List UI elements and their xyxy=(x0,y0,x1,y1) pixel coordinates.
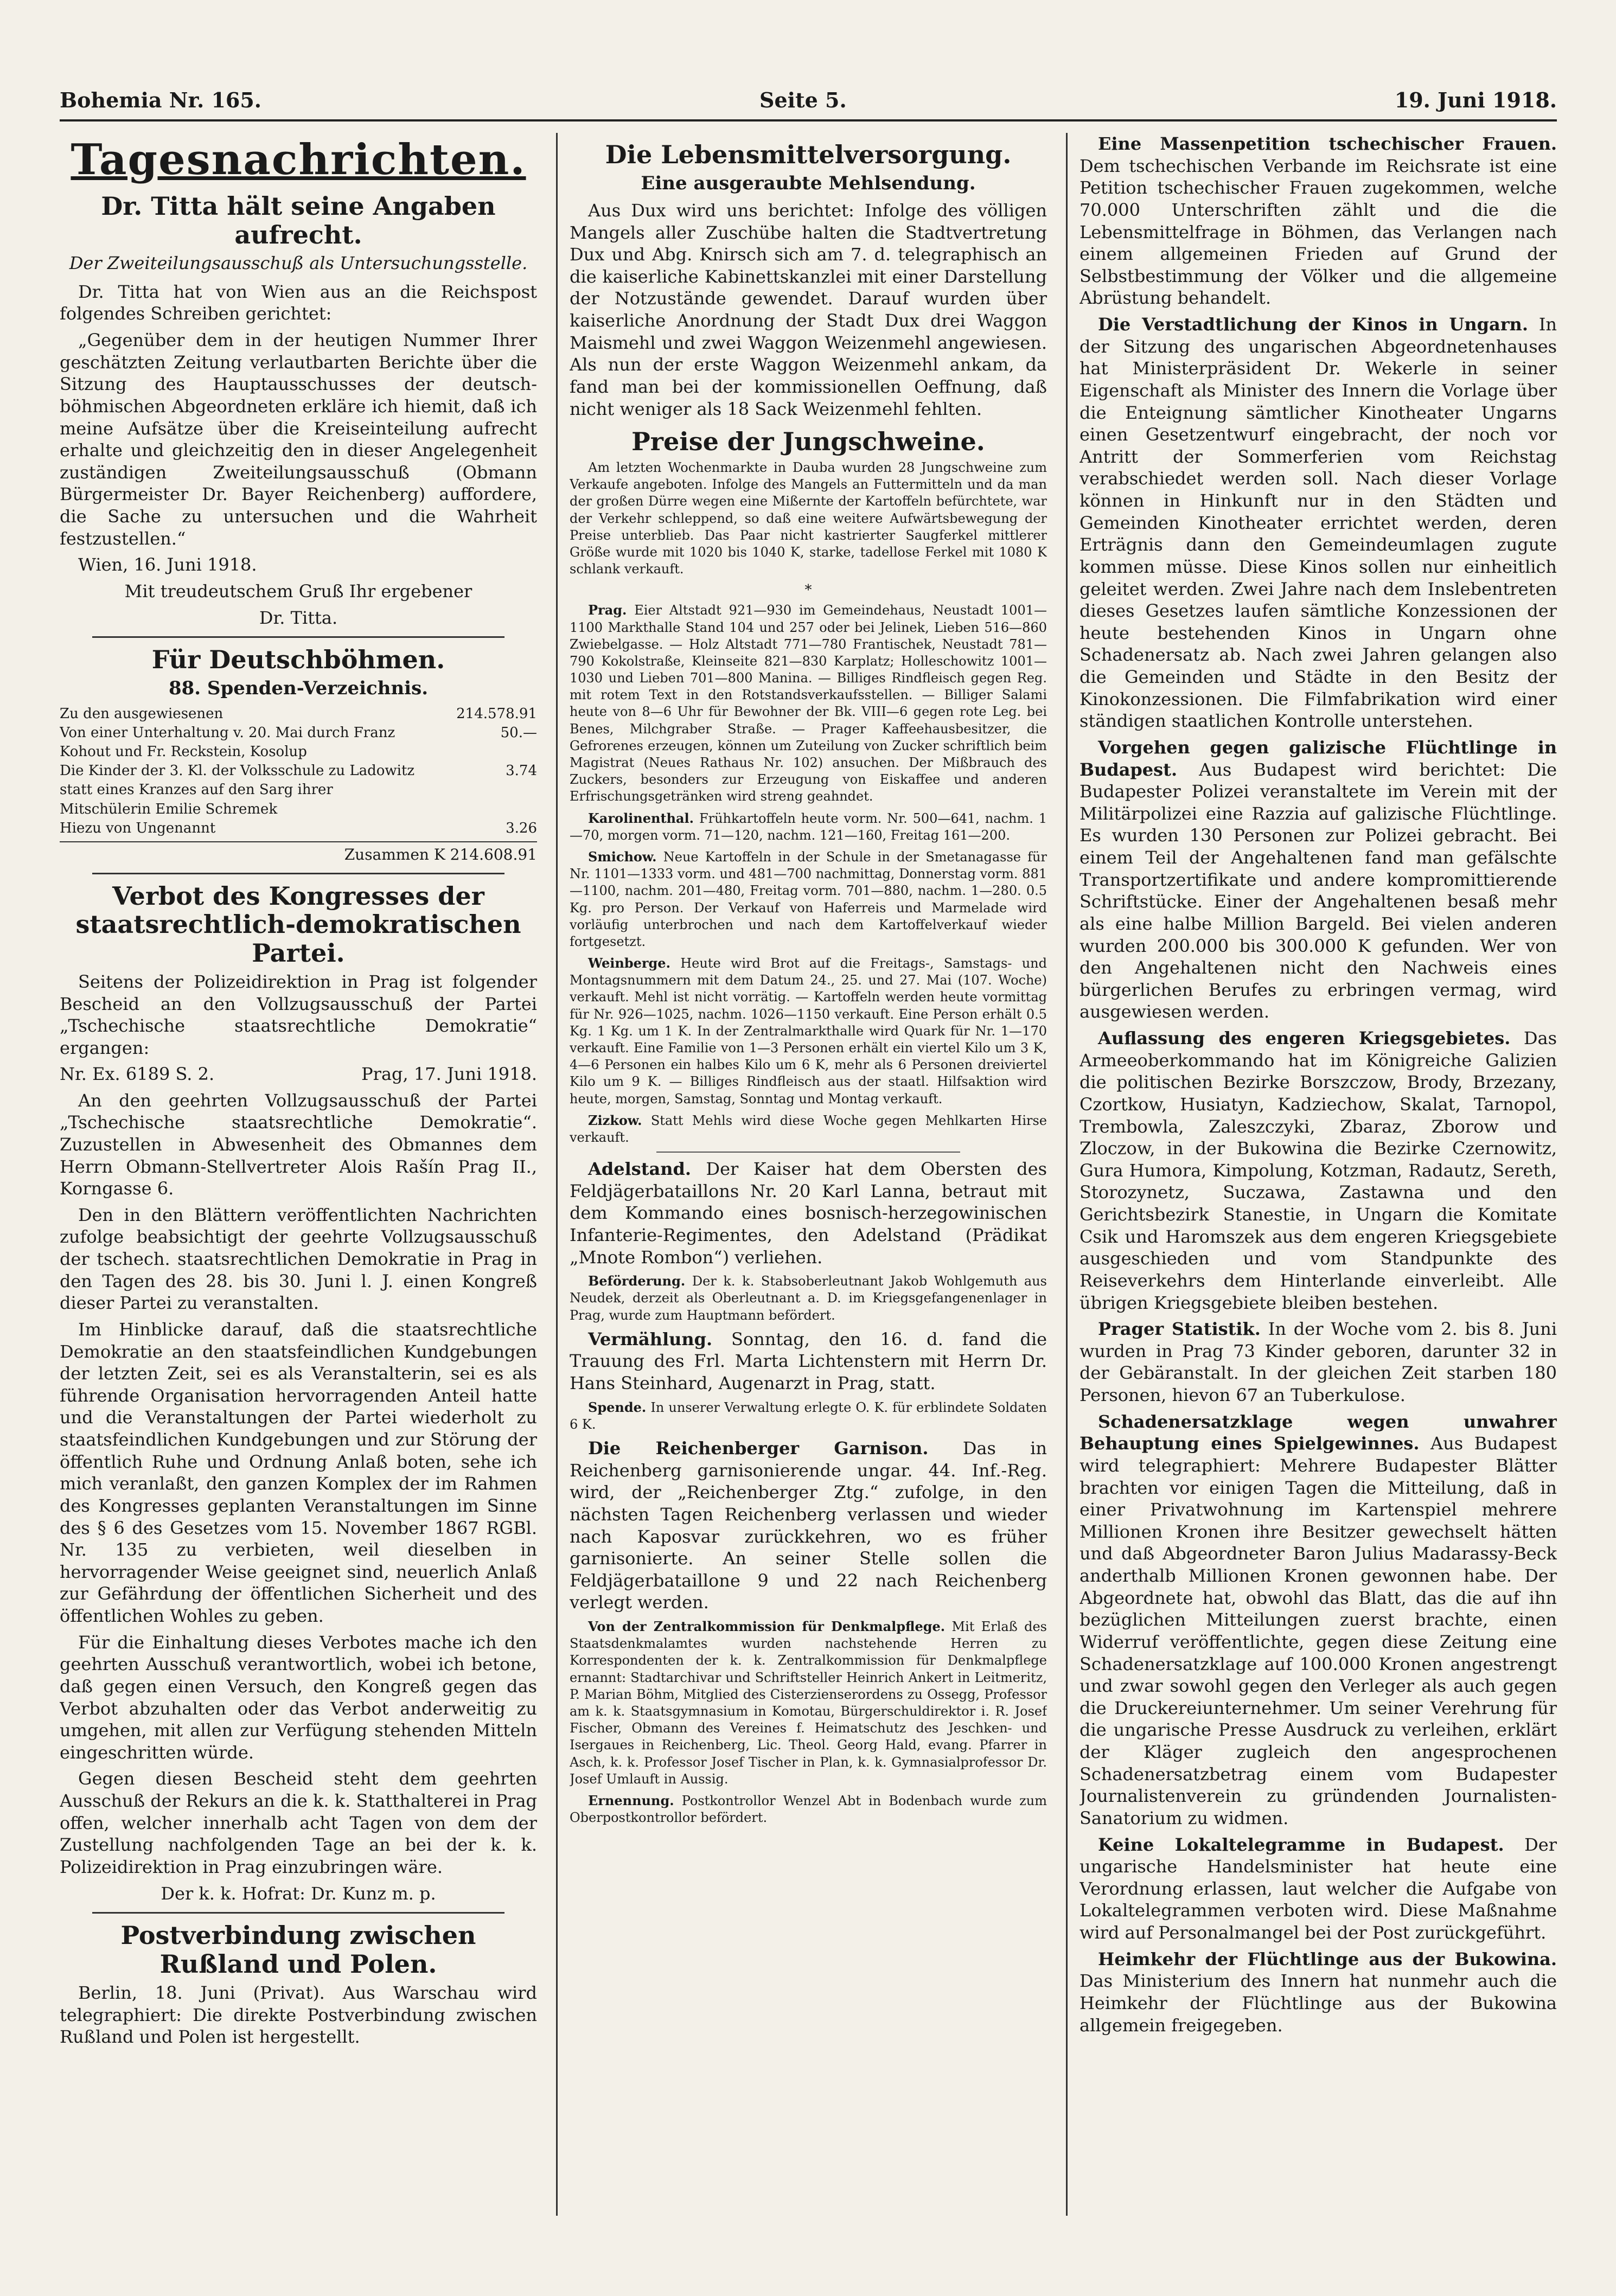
list-item xyxy=(60,705,537,724)
paragraph: Dr. Titta hat von Wien aus an die Reichspost folgendes Schreiben gerichtet: xyxy=(60,281,537,324)
item-text: Das Armeeoberkommando hat im Königreiche Galizien die politischen Bezirke Borszczow, Brody, Brzezany, Czortkow, Husiatyn, Kadziechow, Skalat, Tarnopol, Trembowla, Zaleszczyki, Zbaraz, Zborow und Zloczow, in der Bukowina die Bezirke Czernowitz, Gura Humora, Kimpolung, Kotzman, Radautz, Sereth, Storozynetz, Suczawa, Zastawna und den Gerichtsbezirk Stanestie, in Ungarn die Komitate Csik und Haromszek aus dem engeren Kriegsgebiete ausgeschieden und vom Standpunkte des Reiseverkehrs dem Hinterlande einverleibt. Alle übrigen Kriegsgebiete bleiben bestehen. xyxy=(1080,1028,1557,1313)
news-item xyxy=(570,1272,1047,1324)
article-subhead: 88. Spenden-Verzeichnis. xyxy=(168,677,429,700)
paragraph: Am letzten Wochenmarkte in Dauba wurden 28 Jungschweine zum Verkaufe angeboten. Infolge des Mangels an Futtermitteln und da man der großen Dürre wegen eine Mißernte der Kartoffeln befürchtete, war der Verkehr schleppend, so daß eine weitere Aufwärtsbewegung der Preise unterblieb. Das Paar nicht kastrierter Saugferkel mittlerer Größe wurde mit 1020 bis 1040 K, starke, tadellose Ferkel mit 1080 K schlank verkauft. xyxy=(570,460,1047,577)
item-text: Das Ministerium des Innern hat nunmehr auch die Heimkehr der Flüchtlinge aus der Bukowina allgemein freigegeben. xyxy=(1080,1971,1557,2036)
notice-text: Frühkartoffeln heute vorm. Nr. 500—641, nachm. 1—70, morgen vorm. 71—120, nachm. 121—160, Freitag 161—200. xyxy=(570,810,1047,843)
item-text: Die Kinder der 3. Kl. der Volksschule zu Ladowitz statt eines Kranzes auf den Sarg ihrer Mitschülerin Emilie Schremek xyxy=(60,763,415,817)
news-item xyxy=(1080,737,1557,1023)
item-value: 214.578.91 xyxy=(456,706,537,722)
donation-list xyxy=(60,705,537,865)
keyword: Keine Lokaltelegramme in Budapest. xyxy=(1098,1834,1504,1855)
paragraph: Für die Einhaltung dieses Verbotes mache ich den geehrten Ausschuß verantwortlich, wobei ich betone, daß gegen einen Versuch, den Kongreß gegen das Verbot abzuhalten oder das Verbot anderweitig zu umgehen, mit allen zur Verfügung stehenden Mitteln eingeschritten würde. xyxy=(60,1632,537,1763)
notice-text: Statt Mehls wird diese Woche gegen Mehlkarten Hirse verkauft. xyxy=(570,1112,1047,1145)
paragraph: Gegen diesen Bescheid steht dem geehrten Ausschuß der Rekurs an die k. k. Statthalterei in Prag offen, welcher innerhalb acht Tagen von dem der Zustellung nachfolgenden Tage an bei der k. k. Polizeidirektion in Prag einzubringen wäre. xyxy=(60,1768,537,1877)
keyword: Eine Massenpetition tschechischer Frauen. xyxy=(1098,133,1557,154)
item-text: Von einer Unterhaltung v. 20. Mai durch Franz Kohout und Fr. Reckstein, Kosolup xyxy=(60,725,395,760)
market-notice xyxy=(570,810,1047,844)
article-headline: Postverbindung zwischen Rußland und Polen. xyxy=(120,1921,476,1979)
masthead-issue: Bohemia Nr. 165. xyxy=(60,88,262,112)
item-text: In unserer Verwaltung erlegte O. K. für erblindete Soldaten 6 K. xyxy=(570,1399,1047,1432)
divider xyxy=(92,873,504,874)
news-item xyxy=(1080,1411,1557,1830)
list-item xyxy=(60,724,537,762)
market-notice xyxy=(570,955,1047,1108)
column-3 xyxy=(1080,133,1557,2216)
keyword: Ernennung. xyxy=(588,1792,674,1808)
masthead-page-number: Seite 5. xyxy=(759,88,847,112)
item-text: Postkontrollor Wenzel Abt in Bodenbach wurde zum Oberpostkontrollor befördert. xyxy=(570,1793,1047,1826)
keyword: Von der Zentralkommission für Denkmalpflege. xyxy=(588,1619,946,1635)
signature: Der k. k. Hofrat: Dr. Kunz m. p. xyxy=(161,1883,436,1904)
keyword: Auflassung des engeren Kriegsgebietes. xyxy=(1098,1028,1511,1048)
reference-date: Prag, 17. Juni 1918. xyxy=(361,1063,537,1084)
article-headline: Dr. Titta hält seine Angaben aufrecht. xyxy=(101,191,496,250)
closing: Mit treudeutschem Gruß Ihr ergebener xyxy=(124,580,472,602)
item-text: Mit Erlaß des Staatsdenkmalamtes wurden nachstehende Herren zu Korrespondenten der k. k. Zentralkommission für Denkmalpflege ernannt: Stadtarchivar und Schriftsteller Heinrich Ankert in Leitmeritz, P. Marian Böhm, Mitglied des Cisterzienserordens zu Ossegg, Professor am k. k. Staatsgymnasium in Komotau, Bürgerschuldirektor i. R. Josef Fischer, Obmann des Vereines f. Heimatschutz des Jeschken- und Isergaues in Reichenberg, Lic. Theol. Georg Hald, evang. Pfarrer in Asch, k. k. Professor Josef Tischer in Plan, k. k. Gymnasialprofessor Dr. Josef Umlauft in Aussig. xyxy=(570,1619,1047,1787)
news-item xyxy=(1080,1834,1557,1944)
item-text: Zu den ausgewiesenen xyxy=(60,706,223,722)
item-text: Der ungarische Handelsminister hat heute eine Verordnung erlassen, laut welcher die Aufgabe von Lokaltelegrammen verboten wird. Diese Maßnahme wird auf Personalmangel bei der Post zurückgeführt. xyxy=(1080,1834,1557,1943)
paragraph: „Gegenüber dem in der heutigen Nummer Ihrer geschätzten Zeitung verlautbarten Berichte über die Sitzung des Hauptausschusses der deutsch-böhmischen Abgeordneten erkläre ich hiemit, daß ich meine Aufsätze über die Kreiseinteilung aufrecht erhalte und gleichzeitig den in dieser Angelegenheit zuständigen Zweiteilungsausschuß (Obmann Bürgermeister Dr. Bayer Reichenberg) auffordere, die Sache zu untersuchen und die Wahrheit festzustellen.“ xyxy=(60,330,537,549)
article-headline: Die Lebensmittelversorgung. xyxy=(605,140,1012,169)
reference-line xyxy=(60,1064,537,1084)
keyword: Smichow. xyxy=(588,848,657,865)
keyword: Die Reichenberger Garnison. xyxy=(588,1438,929,1459)
keyword: Schadenersatzklage wegen unwahrer Behauptung eines Spielgewinnes. xyxy=(1080,1411,1557,1454)
market-notice xyxy=(570,602,1047,805)
keyword: Prag. xyxy=(588,602,627,618)
column-rule xyxy=(556,133,558,2216)
item-text: Hiezu von Ungenannt xyxy=(60,820,216,836)
signature: Dr. Titta. xyxy=(259,607,338,628)
item-text: Sonntag, den 16. d. fand die Trauung des Frl. Marta Lichtenstern mit Herrn Dr. Hans Steinhard, Augenarzt in Prag, statt. xyxy=(570,1328,1047,1394)
column-2 xyxy=(570,133,1047,2216)
keyword: Vermählung. xyxy=(588,1328,713,1350)
news-item xyxy=(570,1792,1047,1826)
keyword: Vorgehen gegen galizische Flüchtlinge in Budapest. xyxy=(1080,737,1557,780)
keyword: Beförderung. xyxy=(588,1273,686,1289)
item-text: Aus Budapest wird berichtet: Die Budapester Polizei veranstaltete im Verein mit der Militärpolizei eine Razzia auf galizische Flüchtlinge. Es wurden 130 Personen zur Polizei gebracht. Bei einem Teil der Angehaltenen fand man gefälschte Transportzertifikate und andere kompromittierende Schriftstücke. Einer der Angehaltenen besaß mehr als eine halbe Million Bargeld. Bei vielen anderen wurden 200.000 bis 300.000 K gefunden. Wer von den Angehaltenen nicht den Nachweis eines bürgerlichen Berufes zu erbringen vermag, wird ausgewiesen werden. xyxy=(1080,759,1557,1022)
divider xyxy=(656,1152,960,1153)
item-value: 3.74 xyxy=(506,763,537,779)
keyword: Zizkow. xyxy=(588,1112,642,1128)
item-text: In der Woche vom 2. bis 8. Juni wurden in Prag 73 Kinder geboren, darunter 32 in der Gebäranstalt. In der gleichen Zeit starben 180 Personen, hievon 67 an Tuberkulose. xyxy=(1080,1319,1557,1405)
news-item xyxy=(1080,133,1557,309)
item-value: 50.— xyxy=(500,725,537,741)
paragraph: Im Hinblicke darauf, daß die staatsrechtliche Demokratie an den staatsfeindlichen Kundgebungen der letzten Zeit, sei es als Veranstalterin, sei es als führende Organisation hervorragenden Anteil hatte und die Veranstaltungen der Partei wiederholt zu staatsfeindlichen Kundgebungen und zur Störung der öffentlich Ruhe und Ordnung Anlaß boten, sehe ich mich veranlaßt, den ganzen Komplex der im Rahmen des Kongresses geplanten Veranstaltungen im Sinne des § 6 des Gesetzes vom 15. November 1867 RGBl. Nr. 135 zu verbieten, weil dieselben in hervorragender Weise geeignet sind, neuerlich Anlaß zur Gefährdung der öffentlichen Sicherheit und des öffentlichen Wohles zu geben. xyxy=(60,1319,537,1627)
article-headline: Für Deutschböhmen. xyxy=(151,645,445,675)
keyword: Heimkehr der Flüchtlinge aus der Bukowina. xyxy=(1098,1948,1557,1969)
article-subhead: Der Zweiteilungsausschuß als Untersuchungsstelle. xyxy=(69,252,528,273)
article-headline: Preise der Jungschweine. xyxy=(631,427,985,457)
paragraph: Den in den Blättern veröffentlichten Nachrichten zufolge beabsichtigt der geehrte Vollzugsausschuß der tschech. staatsrechtlichen Demokratie in Prag in den Tagen des 28. bis 30. Juni l. J. einen Kongreß dieser Partei zu veranstalten. xyxy=(60,1204,537,1314)
paragraph: An den geehrten Vollzugsausschuß der Partei „Tschechische staatsrechtliche Demokratie“. Zuzustellen in Abwesenheit des Obmannes dem Herrn Obmann-Stellvertreter Alois Rašín Prag II., Korngasse 6. xyxy=(60,1090,537,1199)
paragraph: Aus Dux wird uns berichtet: Infolge des völligen Mangels aller Zuschübe halten die Stadtvertretung Dux und Abg. Knirsch sich am 7. d. telegraphisch an die kaiserliche Kabinettskanzlei mit einer Darstellung der Notzustände gewendet. Darauf wurden über kaiserliche Anordnung der Stadt Dux drei Waggon Maismehl und zwei Waggon Weizenmehl angewiesen. Als nun der erste Waggon Weizenmehl ankam, da fand man bei der kommissionellen Oeffnung, daß nicht weniger als 18 Sack Weizenmehl fehlten. xyxy=(570,200,1047,419)
news-item xyxy=(1080,1948,1557,2037)
news-item xyxy=(570,1158,1047,1268)
notice-text: Neue Kartoffeln in der Schule in der Smetanagasse für Nr. 1101—1333 vorm. und 481—700 nachmittag, Donnerstag vorm. 881—1100, nachm. 201—480, Freitag vorm. 701—880, nachm. 1—280. 0.5 Kg. pro Person. Der Verkauf von Haferreis und Marmelade wird vorläufig unterbrochen und nach dem Kartoffelverkauf wieder fortgesetzt. xyxy=(570,849,1047,949)
news-item xyxy=(570,1437,1047,1614)
asterisk-divider: * xyxy=(804,582,812,599)
item-text: Aus Budapest wird telegraphiert: Mehrere Budapester Blätter brachten vor einigen Tagen die Mitteilung, daß in einer Privatwohnung im Kartenspiel mehrere Millionen Kronen ihre Besitzer gewechselt hätten und daß Abgeordneter Baron Julius Madarassy-Beck anderthalb Millionen Kronen gewonnen habe. Der Abgeordnete hat, obwohl das Blatt, das die auf ihn bezüglichen Mitteilungen zuerst brachte, einen Widerruf veröffentlichte, gegen diese Zeitung eine Schadenersatzklage auf 100.000 Kronen angestrengt und zwar sowohl gegen den Verleger als auch gegen die Druckereiunternehmer. Um seiner Verehrung für die ungarische Presse Ausdruck zu verleihen, erklärt der Kläger zugleich den angesprochenen Schadenersatzbetrag einem vom Budapester Journalistenverein zu gründenden Journalisten-Sanatorium zu widmen. xyxy=(1080,1433,1557,1828)
item-text: In der Sitzung des ungarischen Abgeordnetenhauses hat Ministerpräsident Dr. Wekerle in seiner Eigenschaft als Minister des Innern die Vorlage über die Enteignung sämtlicher Kinotheater Ungarns einen Gesetzentwurf eingebracht, der noch vor Antritt der Sommerferien vom Reichstag verabschiedet werden soll. Nach dieser Vorlage können in Hinkunft nur in den Städten und Gemeinden Kinotheater errichtet werden, deren Erträgnis dann den Gemeindeumlagen zugute kommen müsse. Diese Kinos sollen nur einheitlich geleitet werden. Zwei Jahre nach dem Inslebentreten dieses Gesetzes laufen sämtliche Konzessionen der heute bestehenden Kinos in Ungarn ohne Schadenersatz ab. Nach zwei Jahren gelangen also die Gemeinden und Städte in den Besitz der Kinokonzessionen. Die Filmfabrikation wird einer ständigen staatlichen Kontrolle unterstehen. xyxy=(1080,314,1557,732)
keyword: Die Verstadtlichung der Kinos in Ungarn. xyxy=(1098,314,1528,335)
item-text: Der Kaiser hat dem Obersten des Feldjägerbataillons Nr. 20 Karl Lanna, betraut mit dem Kommando eines bosnisch-herzegowinischen Infanterie-Regimentes, den Adelstand (Prädikat „Mnote Rombon“) verliehen. xyxy=(570,1159,1047,1268)
keyword: Weinberge. xyxy=(588,955,670,971)
column-rule xyxy=(1066,133,1068,2216)
item-text: Der k. k. Stabsoberleutnant Jakob Wohlgemuth aus Neudek, derzeit als Oberleutnant a. D. im Kriegsgefangenenlager in Prag, wurde zum Hauptmann befördert. xyxy=(570,1274,1047,1323)
divider xyxy=(92,1912,504,1914)
paragraph: Berlin, 18. Juni (Privat). Aus Warschau wird telegraphiert: Die direkte Postverbindung zwischen Rußland und Polen ist hergestellt. xyxy=(60,1982,537,2048)
article-subhead: Eine ausgeraubte Mehlsendung. xyxy=(641,172,976,194)
newspaper-page xyxy=(60,81,1557,2224)
news-item xyxy=(570,1618,1047,1788)
market-notice xyxy=(570,1112,1047,1146)
news-item xyxy=(1080,1027,1557,1314)
item-value: 3.26 xyxy=(506,820,537,836)
keyword: Karolinenthal. xyxy=(588,810,694,826)
news-item xyxy=(570,1328,1047,1395)
notice-text: Eier Altstadt 921—930 im Gemeindehaus, Neustadt 1001—1100 Markthalle Stand 104 und 257 oder bei Jelinek, Lieben 516—860 Zwiebelgasse. — Holz Altstadt 771—780 Frantischek, Neustadt 781—790 Kokolstraße, Kleinseite 821—830 Karplatz; Holleschowitz 1001—1030 und Lieben 701—800 Manina. — Billiges Rindfleisch gegen Reg. mit rotem Text in den Rotstandsverkaufsstellen. — Billiger Salami heute von 8—6 Uhr für Bewohner der Bk. VIII—6 gegen rote Leg. bei Benes, Milchgraber Straße. — Prager Kaffeehausbesitzer, die Gefrorenes erzeugen, können um Zuteilung von Zucker schriftlich beim Magistrat (Neues Rathaus Nr. 102) ansuchen. Der Mißbrauch des Zuckers, besonders zur Erzeugung von Eiskaffee und anderen Erfrischungsgetränken wird streng geahndet. xyxy=(570,603,1047,804)
item-text: Das in Reichenberg garnisonierende ungar. 44. Inf.-Reg. wird, der „Reichenberger Ztg.“ zufolge, in den nächsten Tagen Reichenberg verlassen und wieder nach Kaposvar zurückkehren, wo es früher garnisonierte. An seiner Stelle sollen die Feldjägerbataillone 9 und 22 nach Reichenberg verlegt werden. xyxy=(570,1438,1047,1613)
keyword: Prager Statistik. xyxy=(1098,1319,1261,1340)
section-title: Tagesnachrichten. xyxy=(71,135,526,184)
item-text: Dem tschechischen Verbande im Reichsrate ist eine Petition tschechischer Frauen zugekommen, welche 70.000 Unterschriften zählt und die die Lebensmittelfrage in Böhmen, das Verlangen nach einem allgemeinen Frieden auf Grund der Selbstbestimmung der Völker und die allgemeine Abrüstung behandelt. xyxy=(1080,155,1557,309)
news-item xyxy=(1080,314,1557,732)
list-item xyxy=(60,762,537,818)
keyword: Adelstand. xyxy=(588,1159,692,1180)
dateline: Wien, 16. Juni 1918. xyxy=(78,554,257,575)
paragraph: Seitens der Polizeidirektion in Prag ist folgender Bescheid an den Vollzugsausschuß der Partei „Tschechische staatsrechtliche Demokratie“ ergangen: xyxy=(60,971,537,1059)
masthead-date: 19. Juni 1918. xyxy=(1394,88,1557,112)
reference-number: Nr. Ex. 6189 S. 2. xyxy=(60,1063,215,1084)
article-headline: Verbot des Kongresses der staatsrechtlich-demokratischen Partei. xyxy=(75,881,521,968)
donation-total: Zusammen K 214.608.91 xyxy=(60,841,537,865)
notice-text: Heute wird Brot auf die Freitags-, Samstags- und Montagsnummern mit dem Datum 24., 25. und 27. Mai (107. Woche) verkauft. Mehl ist nicht vorrätig. — Kartoffeln werden heute vormittag für Nr. 926—1025, nachm. 1026—1150 verkauft. Eine Person erhält 0.5 Kg. 1 Kg. um 1 K. In der Zentralmarkthalle wird Quark für Nr. 1—170 verkauft. Eine Familie von 1—3 Personen erhält ein viertel Kilo um 3 K, 4—6 Personen ein halbes Kilo um 6 K, mehr als 6 Personen dreiviertel Kilo um 9 K. — Billiges Rindfleisch aus der staatl. Hilfsaktion wird heute, morgen, Samstag, Sonntag und Montag verkauft. xyxy=(570,956,1047,1107)
news-item xyxy=(570,1399,1047,1433)
news-item xyxy=(1080,1318,1557,1406)
list-item xyxy=(60,819,537,838)
masthead xyxy=(60,81,1557,121)
keyword: Spende. xyxy=(588,1399,647,1415)
column-1 xyxy=(60,133,537,2216)
market-notice xyxy=(570,848,1047,950)
divider xyxy=(92,636,504,638)
